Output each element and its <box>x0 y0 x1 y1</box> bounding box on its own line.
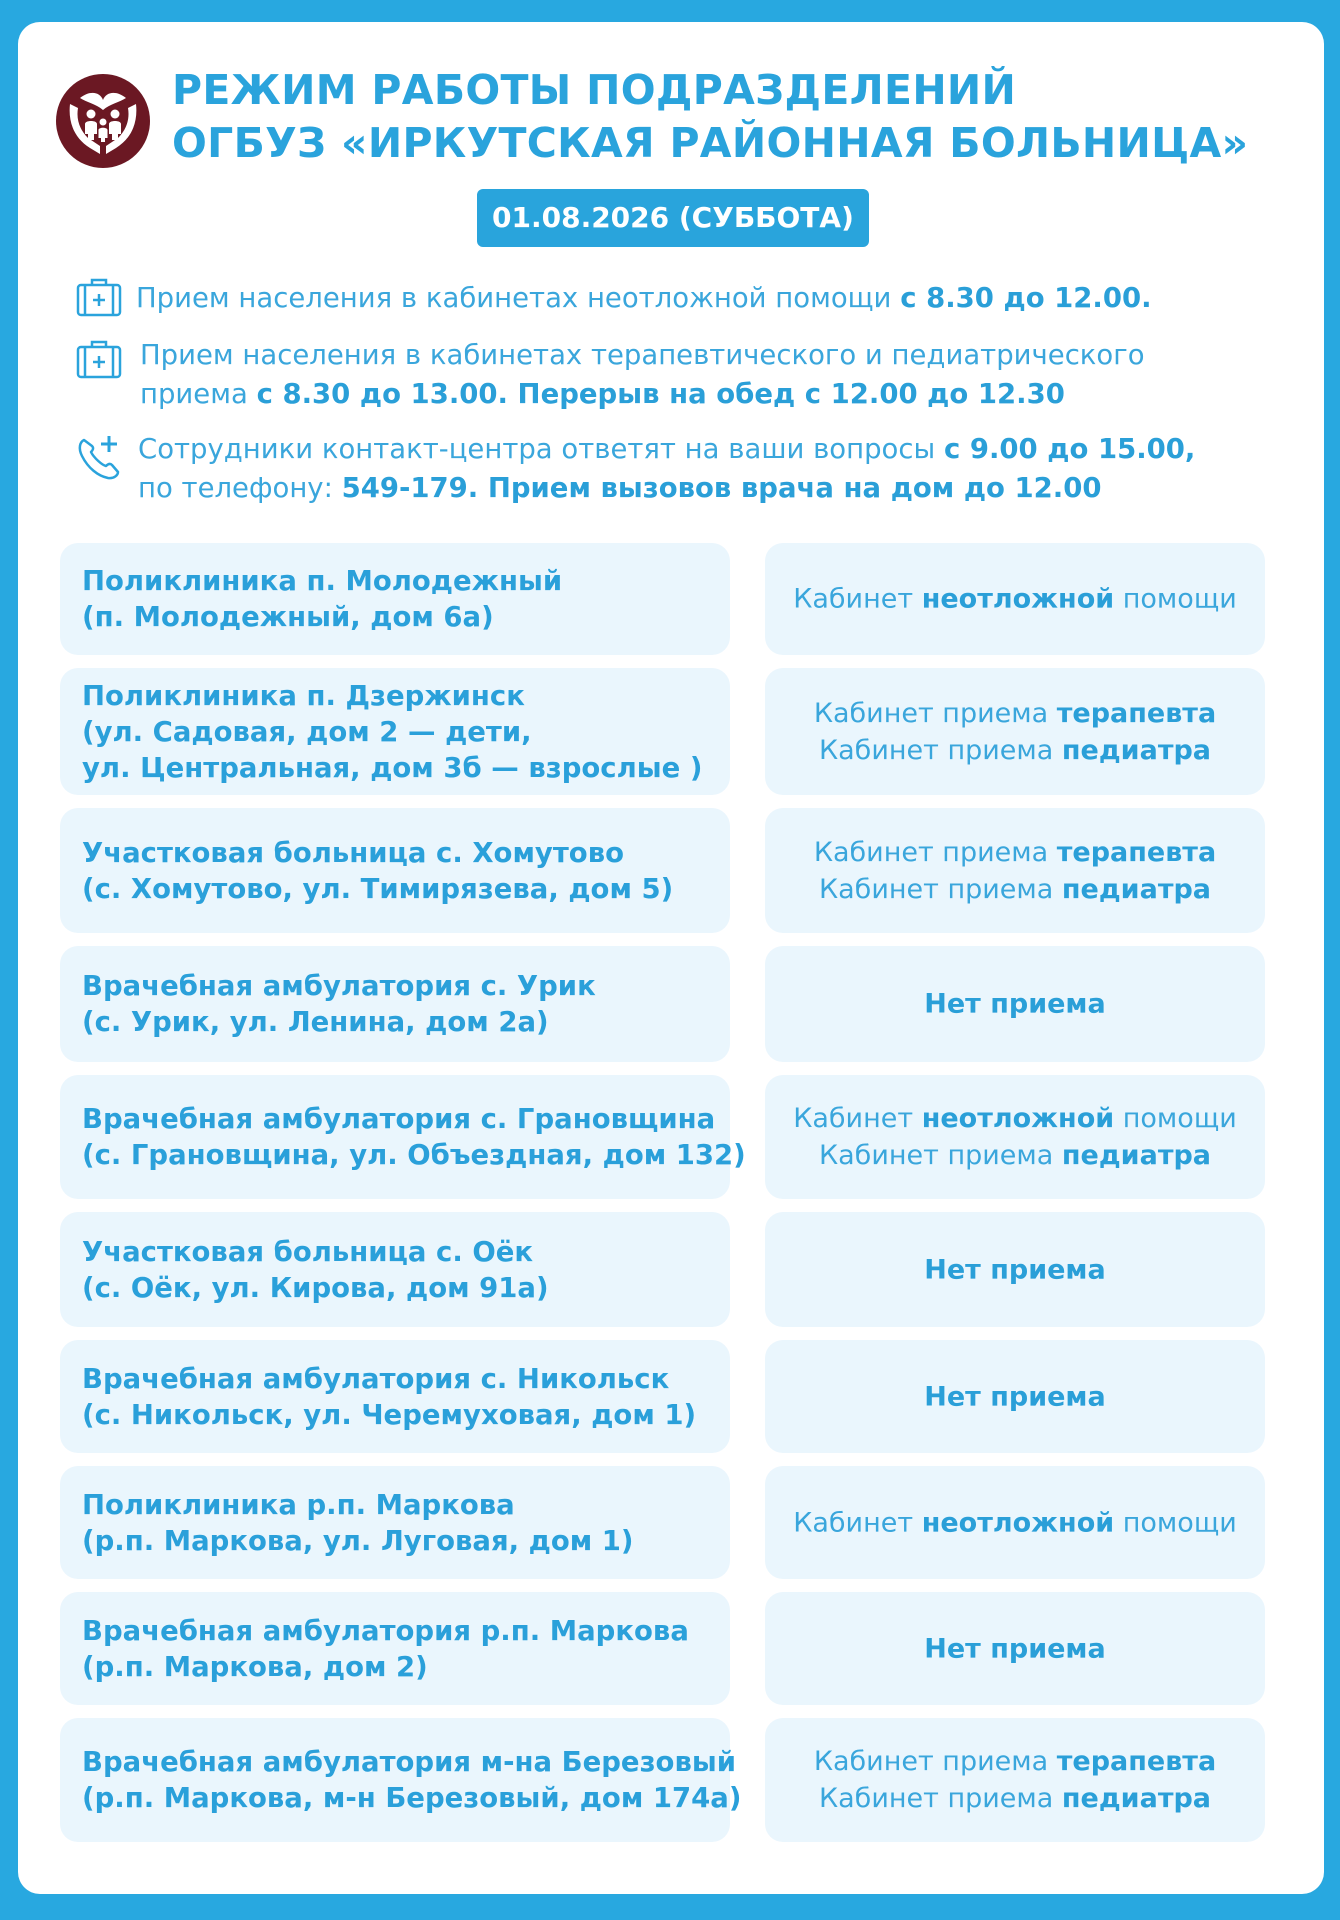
service-bold: Нет приема <box>924 1381 1106 1412</box>
service-line <box>765 1630 1265 1667</box>
service-cell <box>765 808 1265 933</box>
service-bold: неотложной <box>921 583 1115 615</box>
service-text <box>765 1630 1265 1667</box>
info-therapy-line-1: Прием населения в кабинетах терапевтического и педиатрического <box>140 339 1145 371</box>
service-line <box>765 1743 1265 1780</box>
service-pre: Кабинет приема <box>813 697 1057 729</box>
location-cell <box>60 1718 742 1842</box>
info-emergency <box>76 277 1316 321</box>
service-post: помощи <box>1114 583 1237 615</box>
service-text <box>765 581 1265 618</box>
service-pre: Кабинет приема <box>818 734 1062 766</box>
location-text <box>82 1234 720 1306</box>
service-bold: терапевта <box>1056 836 1217 868</box>
location-address: (ул. Садовая, дом 2 — дети, <box>82 715 532 748</box>
service-bold: неотложной <box>921 1507 1115 1538</box>
location-name: Врачебная амбулатория р.п. Маркова <box>82 1614 689 1647</box>
location-text <box>82 678 720 786</box>
location-address: (р.п. Маркова, ул. Луговая, дом 1) <box>82 1524 634 1557</box>
location-cell <box>60 543 730 655</box>
service-cell <box>765 668 1265 795</box>
service-text <box>765 1378 1265 1415</box>
location-address: (с. Урик, ул. Ленина, дом 2а) <box>82 1006 549 1038</box>
service-pre: Кабинет <box>793 583 922 615</box>
hands-family-icon <box>56 74 150 168</box>
service-line <box>765 986 1265 1023</box>
info-therapy-plain: приема <box>140 378 257 410</box>
location-name: Поликлиника р.п. Маркова <box>82 1488 515 1521</box>
location-name: Врачебная амбулатория с. Урик <box>82 970 596 1002</box>
info-emergency-plain: Прием населения в кабинетах неотложной помощи <box>136 282 901 314</box>
service-pre: Кабинет <box>793 1103 922 1134</box>
service-cell <box>765 1718 1265 1842</box>
service-bold: терапевта <box>1056 1746 1217 1777</box>
location-text <box>82 1361 720 1433</box>
service-cell <box>765 946 1265 1062</box>
location-name: Поликлиника п. Дзержинск <box>82 679 525 712</box>
location-address: (с. Оёк, ул. Кирова, дом 91а) <box>82 1271 549 1304</box>
service-pre: Кабинет <box>793 1507 922 1538</box>
location-cell <box>60 1075 746 1199</box>
location-cell <box>60 668 730 795</box>
info-contact-plain-1: Сотрудники контакт-центра ответят на ваши вопросы <box>138 433 944 465</box>
service-cell <box>765 1466 1265 1579</box>
service-cell <box>765 1075 1265 1199</box>
service-line <box>765 732 1265 769</box>
service-line <box>765 1251 1265 1288</box>
location-text <box>82 968 720 1040</box>
location-cell <box>60 1592 730 1705</box>
info-therapy-hours: с 8.30 до 13.00. Перерыв на обед с 12.00 до 12.30 <box>256 378 1065 410</box>
location-text <box>82 1613 720 1685</box>
location-cell <box>60 808 730 933</box>
location-cell <box>60 1340 730 1453</box>
service-bold: педиатра <box>1061 873 1212 905</box>
location-name: Участковая больница с. Хомутово <box>82 836 624 869</box>
location-cell <box>60 946 730 1062</box>
service-bold: педиатра <box>1061 1140 1212 1171</box>
date-badge: 01.08.2026 (СУББОТА) <box>477 189 869 247</box>
service-bold: Нет приема <box>924 988 1106 1020</box>
service-line <box>765 1504 1265 1541</box>
service-bold: Нет приема <box>924 1254 1106 1285</box>
location-address: ул. Центральная, дом 3б — взрослые ) <box>82 751 703 784</box>
title-line-2: ОГБУЗ «ИРКУТСКАЯ РАЙОННАЯ БОЛЬНИЦА» <box>172 119 1249 167</box>
location-name: Участковая больница с. Оёк <box>82 1235 534 1268</box>
info-emergency-text <box>136 279 1152 318</box>
location-cell <box>60 1466 730 1579</box>
service-line <box>765 1378 1265 1415</box>
service-text <box>765 1504 1265 1541</box>
service-text <box>765 1251 1265 1288</box>
service-pre: Кабинет приема <box>818 873 1062 905</box>
service-line <box>765 1137 1265 1174</box>
location-address: (р.п. Маркова, дом 2) <box>82 1650 428 1683</box>
service-line <box>765 1100 1265 1137</box>
info-emergency-hours: с 8.30 до 12.00. <box>900 282 1152 314</box>
service-cell <box>765 1212 1265 1327</box>
service-cell <box>765 1340 1265 1453</box>
phone-plus-icon <box>76 432 124 482</box>
info-contact-plain-2: по телефону: <box>138 472 342 504</box>
medical-kit-icon <box>76 277 122 317</box>
service-pre: Кабинет приема <box>818 1783 1062 1814</box>
service-pre: Кабинет приема <box>813 836 1057 868</box>
location-name: Врачебная амбулатория м-на Березовый <box>82 1746 736 1778</box>
service-cell <box>765 543 1265 655</box>
service-post: помощи <box>1114 1507 1237 1538</box>
info-contact <box>76 430 1316 510</box>
location-address: (п. Молодежный, дом 6а) <box>82 601 494 633</box>
service-text <box>765 986 1265 1023</box>
location-address: (с. Грановщина, ул. Объездная, дом 132) <box>82 1139 746 1171</box>
location-address: (с. Хомутово, ул. Тимирязева, дом 5) <box>82 872 674 905</box>
info-contact-hours: с 9.00 до 15.00, <box>943 433 1196 465</box>
service-bold: Нет приема <box>924 1633 1106 1664</box>
title-line-1: РЕЖИМ РАБОТЫ ПОДРАЗДЕЛЕНИЙ <box>172 66 1017 114</box>
info-contact-text <box>138 430 1195 508</box>
service-pre: Кабинет приема <box>818 1140 1062 1171</box>
service-text <box>765 695 1265 769</box>
location-text <box>82 835 720 907</box>
service-line <box>765 834 1265 871</box>
location-text <box>82 1101 746 1173</box>
info-contact-phone: 549-179. Прием вызовов врача на дом до 12.00 <box>341 472 1102 504</box>
service-bold: неотложной <box>921 1103 1115 1134</box>
info-therapy-text <box>140 336 1145 414</box>
service-text <box>765 1743 1265 1817</box>
location-name: Врачебная амбулатория с. Никольск <box>82 1362 670 1395</box>
service-post: помощи <box>1114 1103 1237 1134</box>
service-line <box>765 695 1265 732</box>
location-text <box>82 563 720 635</box>
service-text <box>765 834 1265 908</box>
service-line <box>765 1780 1265 1817</box>
service-line <box>765 581 1265 618</box>
page-title <box>172 64 1248 170</box>
service-bold: терапевта <box>1056 697 1217 729</box>
location-address: (с. Никольск, ул. Черемуховая, дом 1) <box>82 1398 697 1431</box>
medical-kit-icon <box>76 339 122 379</box>
service-bold: педиатра <box>1061 734 1212 766</box>
location-cell <box>60 1212 730 1327</box>
location-name: Поликлиника п. Молодежный <box>82 565 563 597</box>
location-name: Врачебная амбулатория с. Грановщина <box>82 1103 716 1135</box>
location-address: (р.п. Маркова, м-н Березовый, дом 174а) <box>82 1782 742 1814</box>
service-text <box>765 1100 1265 1174</box>
service-cell <box>765 1592 1265 1705</box>
service-bold: педиатра <box>1061 1783 1212 1814</box>
location-text <box>82 1744 742 1816</box>
service-line <box>765 871 1265 908</box>
location-text <box>82 1487 720 1559</box>
info-therapy <box>76 336 1316 416</box>
service-pre: Кабинет приема <box>813 1746 1057 1777</box>
